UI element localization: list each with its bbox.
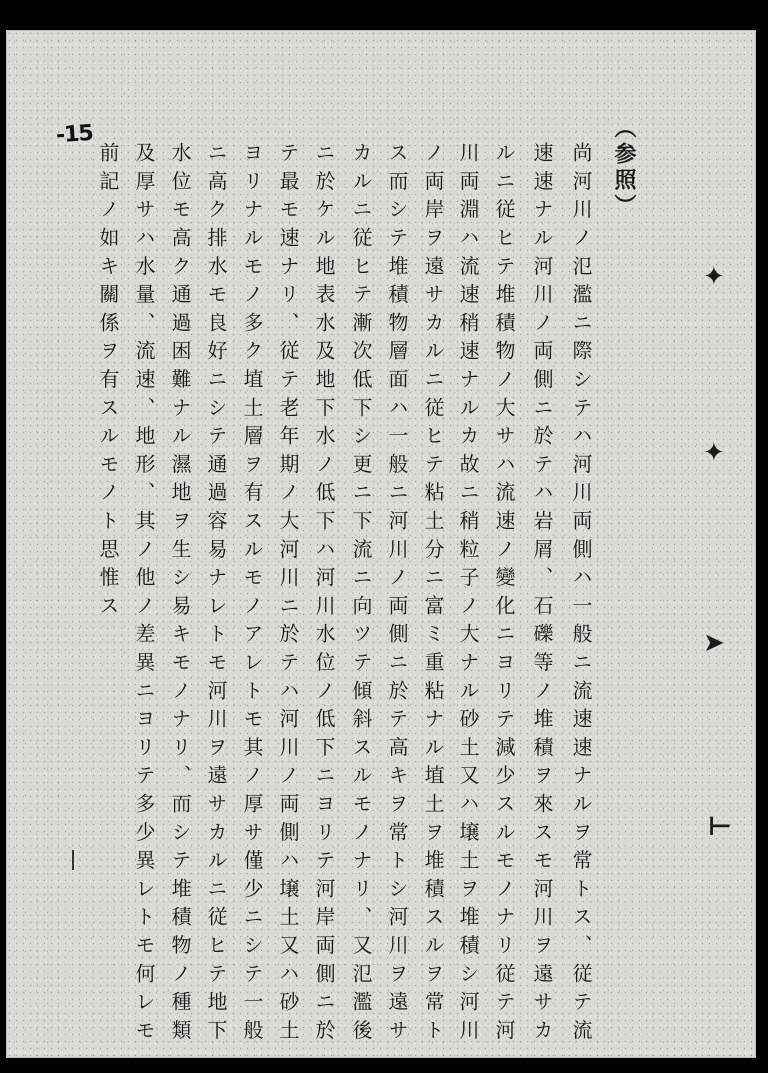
text-column-1: 尚河川ノ氾濫ニ際シテハ河川両側ハ一般ニ流速速ナルヲ常トス、従テ流: [569, 142, 593, 1048]
text-column-2: 速速ナル河川ノ両側ニ於テハ岩屑、石礫等ノ堆積ヲ來スモ河川ヲ遠サカ: [530, 142, 554, 1048]
text-column-5: ノ両岸ヲ遠サカルニ従ヒテ粘土分ニ富ミ重粘ナル埴土ヲ堆積スルヲ常ト: [421, 142, 445, 1048]
binding-hole-mark-4: ⊢: [708, 812, 732, 842]
binding-hole-mark-1: ✦: [703, 262, 725, 292]
text-column-4: 川両淵ハ流速稍速ナルカ故ニ稍粒子ノ大ナル砂土又ハ壌土ヲ堆積シ河川: [456, 142, 480, 1048]
text-column-12: 水位モ高ク通過困難ナル濕地ヲ生シ易キモノナリ、而シテ堆積物ノ種類: [168, 142, 192, 1048]
page-number-annotation: -15: [55, 120, 94, 149]
binding-hole-mark-2: ✦: [703, 438, 725, 468]
binding-hole-mark-3: ➤: [703, 628, 725, 658]
text-column-9: テ最モ速ナリ、従テ老年期ノ大河川ニ於テハ河川ノ両側ハ壌土又ハ砂土: [276, 142, 300, 1048]
stray-pen-mark: [72, 850, 74, 870]
text-column-8: ニ於ケル地表水及地下水ノ低下ハ河川水位ノ低下ニヨリテ河岸両側ニ於: [312, 142, 336, 1048]
text-column-14: 前記ノ如キ關係ヲ有スルモノト思惟ス: [96, 142, 120, 624]
section-label: （参照）: [611, 116, 637, 220]
text-column-13: 及厚サハ水量、流速、地形、其ノ他ノ差異ニヨリテ多少異レトモ何レモ: [132, 142, 156, 1048]
text-column-11: ニ高ク排水モ良好ニシテ通過容易ナレトモ河川ヲ遠サカルニ従ヒテ地下: [204, 142, 228, 1048]
text-column-7: カルニ従ヒテ漸次低下シ更ニ下流ニ向ツテ傾斜スルモノナリ、又氾濫後: [349, 142, 373, 1048]
text-column-3: ルニ従ヒテ堆積物ノ大サハ流速ノ變化ニヨリテ減少スルモノナリ従テ河: [492, 142, 516, 1048]
text-column-6: ス而シテ堆積物層面ハ一般ニ河川ノ両側ニ於テ高キヲ常トシ河川ヲ遠サ: [385, 142, 409, 1048]
text-column-10: ヨリナルモノ多ク埴土層ヲ有スルモノアレトモ其ノ厚サ僅少ニシテ一般: [240, 142, 264, 1048]
